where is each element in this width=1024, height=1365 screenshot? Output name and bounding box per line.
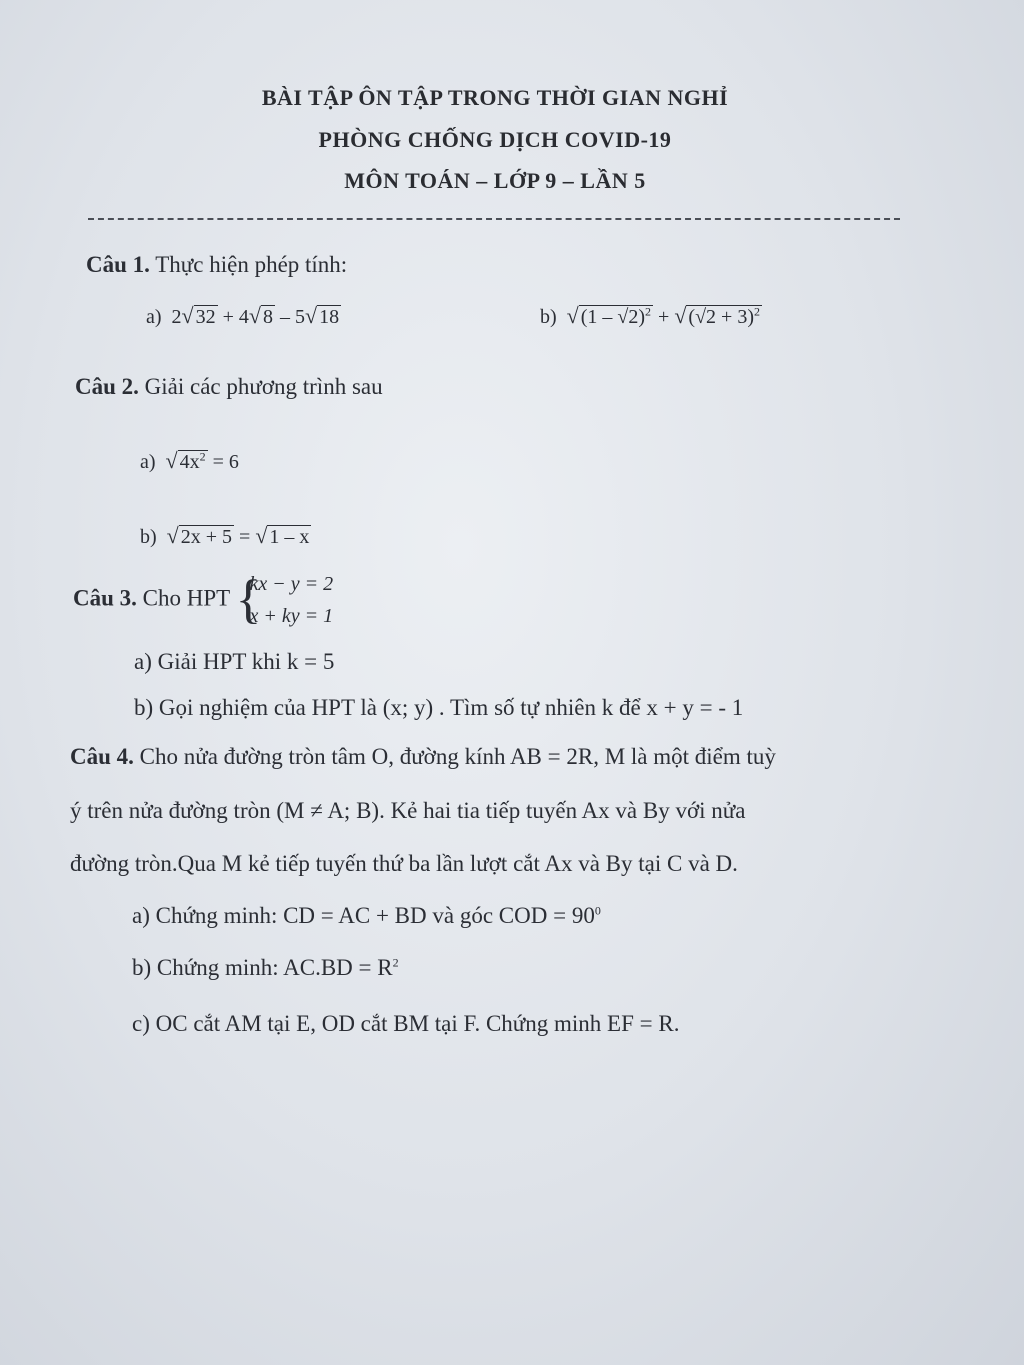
question-4c: c) OC cắt AM tại E, OD cắt BM tại F. Chứng minh EF = R.	[132, 1011, 680, 1036]
question-1a-label: a)	[146, 306, 162, 328]
question-3-text: Cho HPT	[142, 585, 230, 611]
question-4b	[132, 955, 399, 981]
question-4-line-3: đường tròn.Qua M kẻ tiếp tuyến thứ ba lần lượt cắt Ax và By tại C và D.	[70, 851, 738, 876]
title-line-2: PHÒNG CHỐNG DỊCH COVID-19	[318, 127, 672, 152]
title-line-1: BÀI TẬP ÔN TẬP TRONG THỜI GIAN NGHỈ	[261, 85, 729, 110]
question-4a-degree: 0	[594, 903, 601, 918]
question-1b	[540, 303, 762, 329]
question-2b-expression: √ 2x + 5 = √ 1 – x	[166, 523, 310, 548]
question-4a	[132, 903, 601, 929]
question-4-text-1: Cho nửa đường tròn tâm O, đường kính AB = 2R, M là một điểm tuỳ	[139, 744, 776, 769]
question-2a-expression: √ $4x^2 = 6$	[165, 448, 239, 473]
equation-system	[236, 568, 334, 632]
question-2b-label: b)	[140, 526, 157, 548]
question-2-label: Câu 2.	[75, 374, 139, 399]
system-equation-1: kx − y = 2	[249, 573, 334, 595]
question-4a-text: a) Chứng minh: CD = AC + BD và góc COD = 90	[132, 903, 595, 928]
question-4-line-1	[70, 744, 776, 770]
title-line-3: MÔN TOÁN – LỚP 9 – LẦN 5	[344, 168, 646, 193]
question-2-text: Giải các phương trình sau	[144, 374, 383, 399]
question-1a	[146, 303, 341, 329]
question-4b-text: b) Chứng minh: AC.BD = R	[132, 955, 393, 980]
question-2a-label: a)	[140, 451, 156, 473]
question-2	[75, 374, 383, 400]
question-2b	[140, 523, 311, 549]
question-3a: a) Giải HPT khi k = 5	[134, 649, 335, 674]
dashed-divider	[88, 218, 900, 220]
question-1b-expression: √ (1 – √2)$^2$ + √ $(√2 + 3)^2$	[566, 303, 760, 328]
question-1-text: Thực hiện phép tính:	[155, 252, 348, 277]
system-equation-2: x + ky = 1	[249, 605, 334, 627]
question-1b-label: b)	[540, 306, 557, 328]
system-brace: {	[235, 569, 262, 629]
question-2a	[140, 448, 239, 474]
question-3b: b) Gọi nghiệm của HPT là (x; y) . Tìm số tự nhiên k để x + y = - 1	[134, 695, 744, 720]
question-1-label: Câu 1.	[86, 252, 150, 277]
question-4-label: Câu 4.	[70, 744, 134, 769]
question-4-line-2: ý trên nửa đường tròn (M ≠ A; B). Kẻ hai tia tiếp tuyến Ax và By với nửa	[70, 798, 746, 823]
question-1	[86, 252, 347, 278]
question-4b-exponent: 2	[392, 955, 399, 970]
question-3-label: Câu 3.	[73, 585, 137, 611]
question-3	[73, 568, 333, 632]
question-1a-expression: 2√ 32 + 4√ 8 – 5√ 18	[166, 303, 340, 328]
